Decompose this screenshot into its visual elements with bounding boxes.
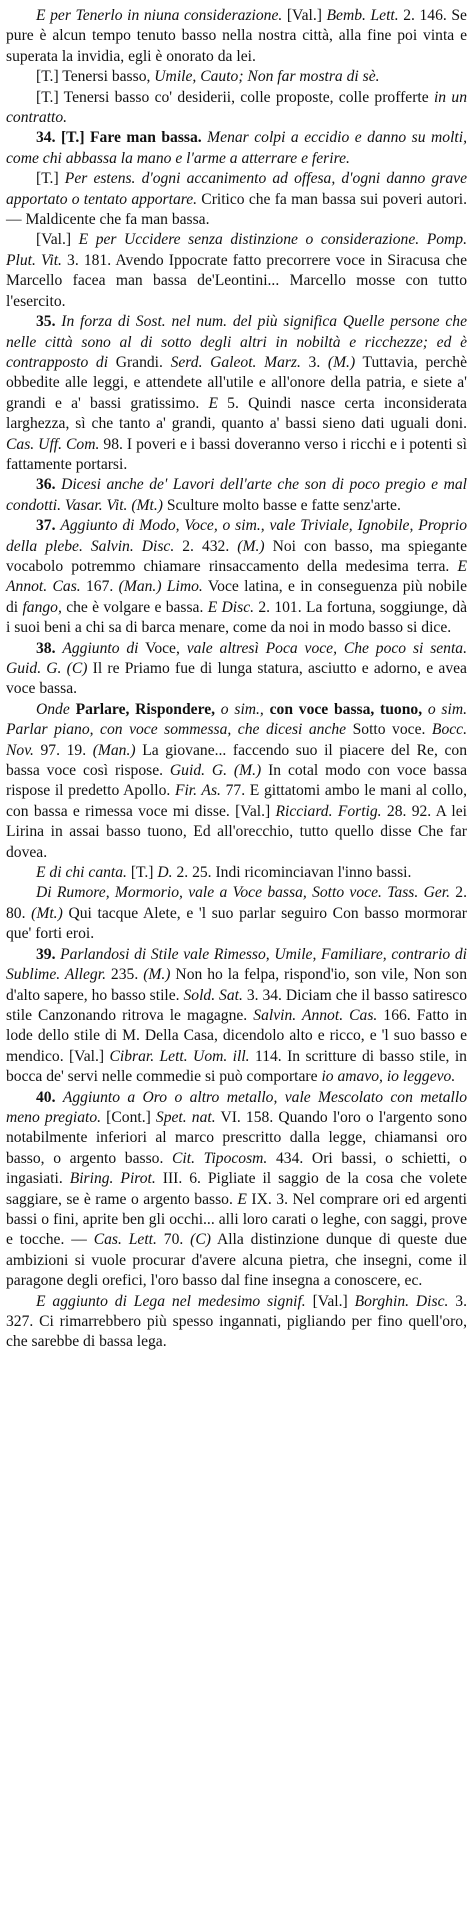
entry-text-run: Spet. nat.: [155, 1108, 216, 1126]
entry-text-run: 167.: [80, 578, 119, 596]
entry-text-run: 28. 92. A lei Lirina in assai basso tuono, Ed all'orecchio, tutto quello disse Che far dovea.: [6, 802, 467, 861]
entry-text-run: Cas. Uff. Com.: [6, 435, 100, 453]
entry-text-run: o sim. Parlar piano, con voce sommessa, che dicesi anche: [6, 700, 467, 739]
entry-text-run: [T.]: [126, 864, 158, 882]
entry-text-run: Parlandosi di Stile vale Rimesso, Umile, Familiare, contrario di Sublime. Allegr.: [6, 945, 467, 984]
entry-text-run: 35.: [36, 313, 62, 331]
entry-text-run: 40.: [36, 1088, 63, 1106]
entry-text-run: Bocc. Nov.: [6, 721, 467, 759]
entry-text-run: 2. 25. Indi ricominciavan l'inno bassi.: [172, 864, 412, 882]
entry-text-run: [T.] Tenersi basso co' desiderii, colle proposte, colle profferte: [36, 88, 434, 106]
entry-text-run: IX. 3. Nel comprare ori ed argenti bassi o fini, aprite ben gli occhi... alli loro carati o leghe, con saggi, prove e tocche. —: [6, 1190, 467, 1249]
entry-text-run: 98. I poveri e i bassi doveranno verso i ricchi e i potenti sì fattamente portarsi.: [6, 435, 467, 473]
entry-text-run: Aggiunto a Oro o altro metallo, vale Mescolato con metallo meno pregiato.: [6, 1088, 468, 1126]
dictionary-entry-p14: [6, 945, 467, 1088]
entry-text-run: (Mt.): [31, 904, 63, 922]
entry-text-run: 5. Quindi nasce certa inconsiderata larghezza, sì che tanto a' grandi, quanto a' bassi sieno dati uguali doni.: [6, 394, 467, 433]
entry-text-run: 3. 181. Avendo Ippocrate fatto precorrere voce in Siracusa che Marcello facea man bassa de'Leontini... Marcello mosse con tutto l'esercito.: [6, 251, 467, 310]
entry-text-run: fango,: [22, 598, 62, 616]
entry-text-run: E Annot. Cas.: [6, 557, 467, 596]
entry-text-run: 38.: [36, 639, 63, 657]
dictionary-entry-p12: [6, 863, 467, 883]
entry-text-run: Serd. Galeot. Marz.: [170, 353, 301, 371]
entry-text-run: Cas. Lett.: [93, 1231, 157, 1249]
dictionary-entry-p15: [6, 1088, 467, 1292]
entry-text-run: Di Rumore, Mormorio, vale a Voce bassa, Sotto voce. Tass. Ger.: [36, 884, 450, 902]
entry-text-run: 434. Ori bassi, o schietti, o ingasiati.: [6, 1149, 467, 1188]
entry-text-run: Sculture molto basse e fatte senz'arte.: [162, 496, 401, 514]
entry-text-run: Biring. Pirot.: [69, 1170, 156, 1188]
entry-text-run: VI. 158. Quando l'oro o l'argento sono notabilmente inferiori al marco prescritto dalla legge, chiamansi oro basso, o argento basso.: [6, 1108, 467, 1167]
entry-text-run: Borghin. Disc.: [354, 1292, 449, 1310]
entry-text-run: Sold. Sat.: [183, 986, 243, 1004]
dictionary-entry-p10: [6, 639, 467, 700]
dictionary-entry-p6: [6, 230, 467, 312]
entry-text-run: Sotto voce.: [346, 721, 432, 739]
entry-text-run: Guid. G. (M.): [169, 762, 262, 780]
entry-text-run: [Val.]: [282, 7, 327, 24]
entry-text-run: Grandi.: [108, 353, 171, 371]
entry-text-run: E per Uccidere senza distinzione o considerazione. Pomp. Plut. Vit.: [6, 231, 467, 269]
entry-text-run: (Man.) Limo.: [118, 578, 203, 596]
entry-text-run: 2. 80.: [6, 884, 468, 922]
entry-text-run: D.: [157, 864, 173, 882]
entry-text-run: Qui tacque Alete, e 'l suo parlar seguiro Con basso mormorar que' forti eroi.: [6, 904, 468, 943]
entry-text-run: [Cont.]: [101, 1108, 156, 1126]
entry-text-run: Parlare, Rispondere,: [75, 700, 216, 718]
entry-text-run: In cotal modo con voce bassa rispose il predetto Apollo.: [6, 762, 467, 800]
entry-text-run: Il re Priamo fue di lunga statura, asciutto e adorno, e avea voce bassa.: [6, 660, 467, 698]
entry-text-run: Non ho la felpa, rispond'io, son vile, Non son d'alto sapere, ho basso stile.: [6, 966, 467, 1004]
entry-text-run: E Disc.: [207, 598, 255, 616]
entry-text-run: [T.]: [36, 170, 65, 188]
entry-text-run: III. 6. Pigliate il saggio de la cosa che volete saggiare, se è rame o argento basso.: [6, 1170, 467, 1208]
dictionary-entry-p8: [6, 475, 467, 516]
entry-text-run: E per Tenerlo in niuna considerazione.: [36, 7, 283, 24]
dictionary-entry-p11: [6, 700, 467, 863]
entry-text-run: [Val.]: [36, 231, 79, 249]
entry-text-run: Umile, Cauto; Non far mostra di sè.: [154, 68, 380, 86]
entry-text-run: [Val.]: [305, 1292, 355, 1310]
entry-text-run: Alla distinzione dunque di queste due ambizioni si vuole procurar d'avere alcuna pietra, che insegni, come il paragone degli orefici, l'oro basso dal fine insegna a conoscere, ec.: [6, 1231, 467, 1290]
entry-text-run: vale altresì Poca voce, Che poco si senta. Guid. G. (C): [6, 639, 468, 677]
entry-text-run: [T.] Tenersi basso,: [36, 68, 155, 86]
entry-text-run: E aggiunto di Lega nel medesimo signif.: [36, 1292, 306, 1310]
entry-text-run: Voce latina, e in conseguenza più nobile di: [6, 578, 467, 616]
entry-text-run: Menar colpi a eccidio e danno su molti, come chi abbassa la mano e l'arme a atterrare e ferire.: [6, 129, 467, 167]
entry-text-run: Noi con basso, ma spiegante vocabolo potremmo chiamare rinsaccamento della medesima terra.: [6, 537, 468, 575]
dictionary-entry-p9: [6, 516, 467, 638]
entry-text-run: 235.: [105, 966, 144, 984]
entry-text-run: in un contratto.: [6, 88, 467, 127]
dictionary-entry-p1: [6, 6, 467, 67]
entry-text-run: Aggiunto di Modo, Voce, o sim., vale Triviale, Ignobile, Proprio della plebe. Salvin. Disc.: [6, 517, 467, 555]
entry-text-run: E di chi canta.: [36, 864, 127, 882]
entry-text-run: (M.): [237, 537, 265, 555]
entry-text-run: Cibrar. Lett. Uom. ill.: [109, 1047, 250, 1065]
entry-text-run: E: [208, 394, 218, 412]
entry-text-run: 70.: [156, 1231, 191, 1249]
entry-text-run: E: [237, 1190, 247, 1208]
entry-text-run: 2. 432.: [174, 537, 238, 555]
entry-text-run: (M.): [143, 966, 171, 984]
entry-text-run: Critico che fa man bassa sui poveri autori. — Maldicente che fa man bassa.: [6, 190, 467, 229]
entry-text-run: Per estens. d'ogni accanimento ad offesa, d'ogni danno grave apportato o tentato apportare.: [6, 170, 467, 208]
entry-text-run: Cit. Tipocosm.: [172, 1149, 268, 1167]
entry-text-run: 2. 146. Se pure è alcun tempo tenuto basso nella nostra città, alla fine poi vinta e superata la invidia, egli è onorato da lei.: [6, 7, 467, 65]
entry-text-run: Voce,: [138, 639, 187, 657]
entry-text-run: 3. 327. Ci rimarrebbero più spesso ingannati, pigliando per fino quell'oro, che sarebbe di bassa lega.: [6, 1292, 468, 1351]
entry-text-run: 36.: [36, 476, 62, 494]
entry-text-run: La giovane... faccendo suo il piacere del Re, con bassa voce così rispose.: [6, 741, 467, 780]
dictionary-entry-p3: [6, 88, 467, 129]
entry-text-run: (C): [190, 1231, 211, 1249]
dictionary-entry-p4: [6, 128, 467, 169]
entry-text-run: Bemb. Lett.: [326, 7, 399, 24]
entry-text-run: 2. 101. La fortuna, soggiunge, dà i suoi beni a chi sa di barca menare, come da noi in modo basso si dice.: [6, 598, 467, 637]
entry-text-run: 3.: [300, 353, 328, 371]
entry-text-run: Tuttavia, perchè obbedite alle leggi, e attendete all'utile e all'onore della patria, e siete a' grandi e a' bassi gratissimo.: [6, 353, 468, 412]
entry-text-run: 166. Fatto in lode dello stile di M. Della Casa, dicendolo alto e ricco, e 'l suo basso e mendico. [Val.]: [6, 1006, 468, 1065]
entry-text-run: 39.: [36, 945, 61, 963]
entry-text-run: (M.): [327, 353, 356, 371]
entry-text-run: 77. E gittatomi ambo le mani al collo, con bassa e rimessa voce mi disse. [Val.]: [6, 782, 467, 820]
entry-text-run: Salvin. Annot. Cas.: [253, 1006, 378, 1024]
entry-text-run: io amavo, io leggevo.: [321, 1068, 456, 1086]
entry-text-run: In forza di Sost. nel num. del più significa Quelle persone che nelle città sono al di sotto degli altri in nobiltà e ricchezze; ed è contrapposto di: [6, 313, 468, 371]
entry-text-run: Ricciard. Fortig.: [275, 802, 382, 820]
entry-text-run: (Man.): [92, 741, 136, 759]
entry-text-run: 37.: [36, 517, 61, 535]
entry-text-run: Fir. As.: [174, 782, 221, 800]
dictionary-entry-p13: [6, 883, 467, 944]
entry-text-run: Aggiunto di: [62, 639, 139, 657]
entry-text-run: o sim.,: [215, 700, 264, 718]
entry-text-run: 97. 19.: [33, 741, 93, 759]
entry-text-run: 114. In scritture di basso stile, in bocca de' servi nelle commedie si può comportare: [6, 1047, 467, 1086]
entry-text-run: con voce bassa, tuono,: [263, 700, 423, 718]
entry-text-run: che è volgare e bassa.: [61, 598, 208, 616]
entry-text-run: Dicesi anche de' Lavori dell'arte che son di poco pregio e mal condotti. Vasar. Vit. (Mt.): [6, 476, 468, 514]
dictionary-entry-p16: [6, 1292, 467, 1353]
entry-text-run: Onde: [36, 700, 76, 718]
dictionary-entry-p2: [6, 67, 467, 87]
dictionary-entry-p7: [6, 312, 467, 475]
entry-text-run: 3. 34. Diciam che il basso satiresco stile Canzonando ritrova le magagne.: [6, 986, 467, 1024]
dictionary-entry-p5: [6, 169, 467, 230]
entry-text-run: 34. [T.] Fare man bassa.: [36, 129, 202, 147]
